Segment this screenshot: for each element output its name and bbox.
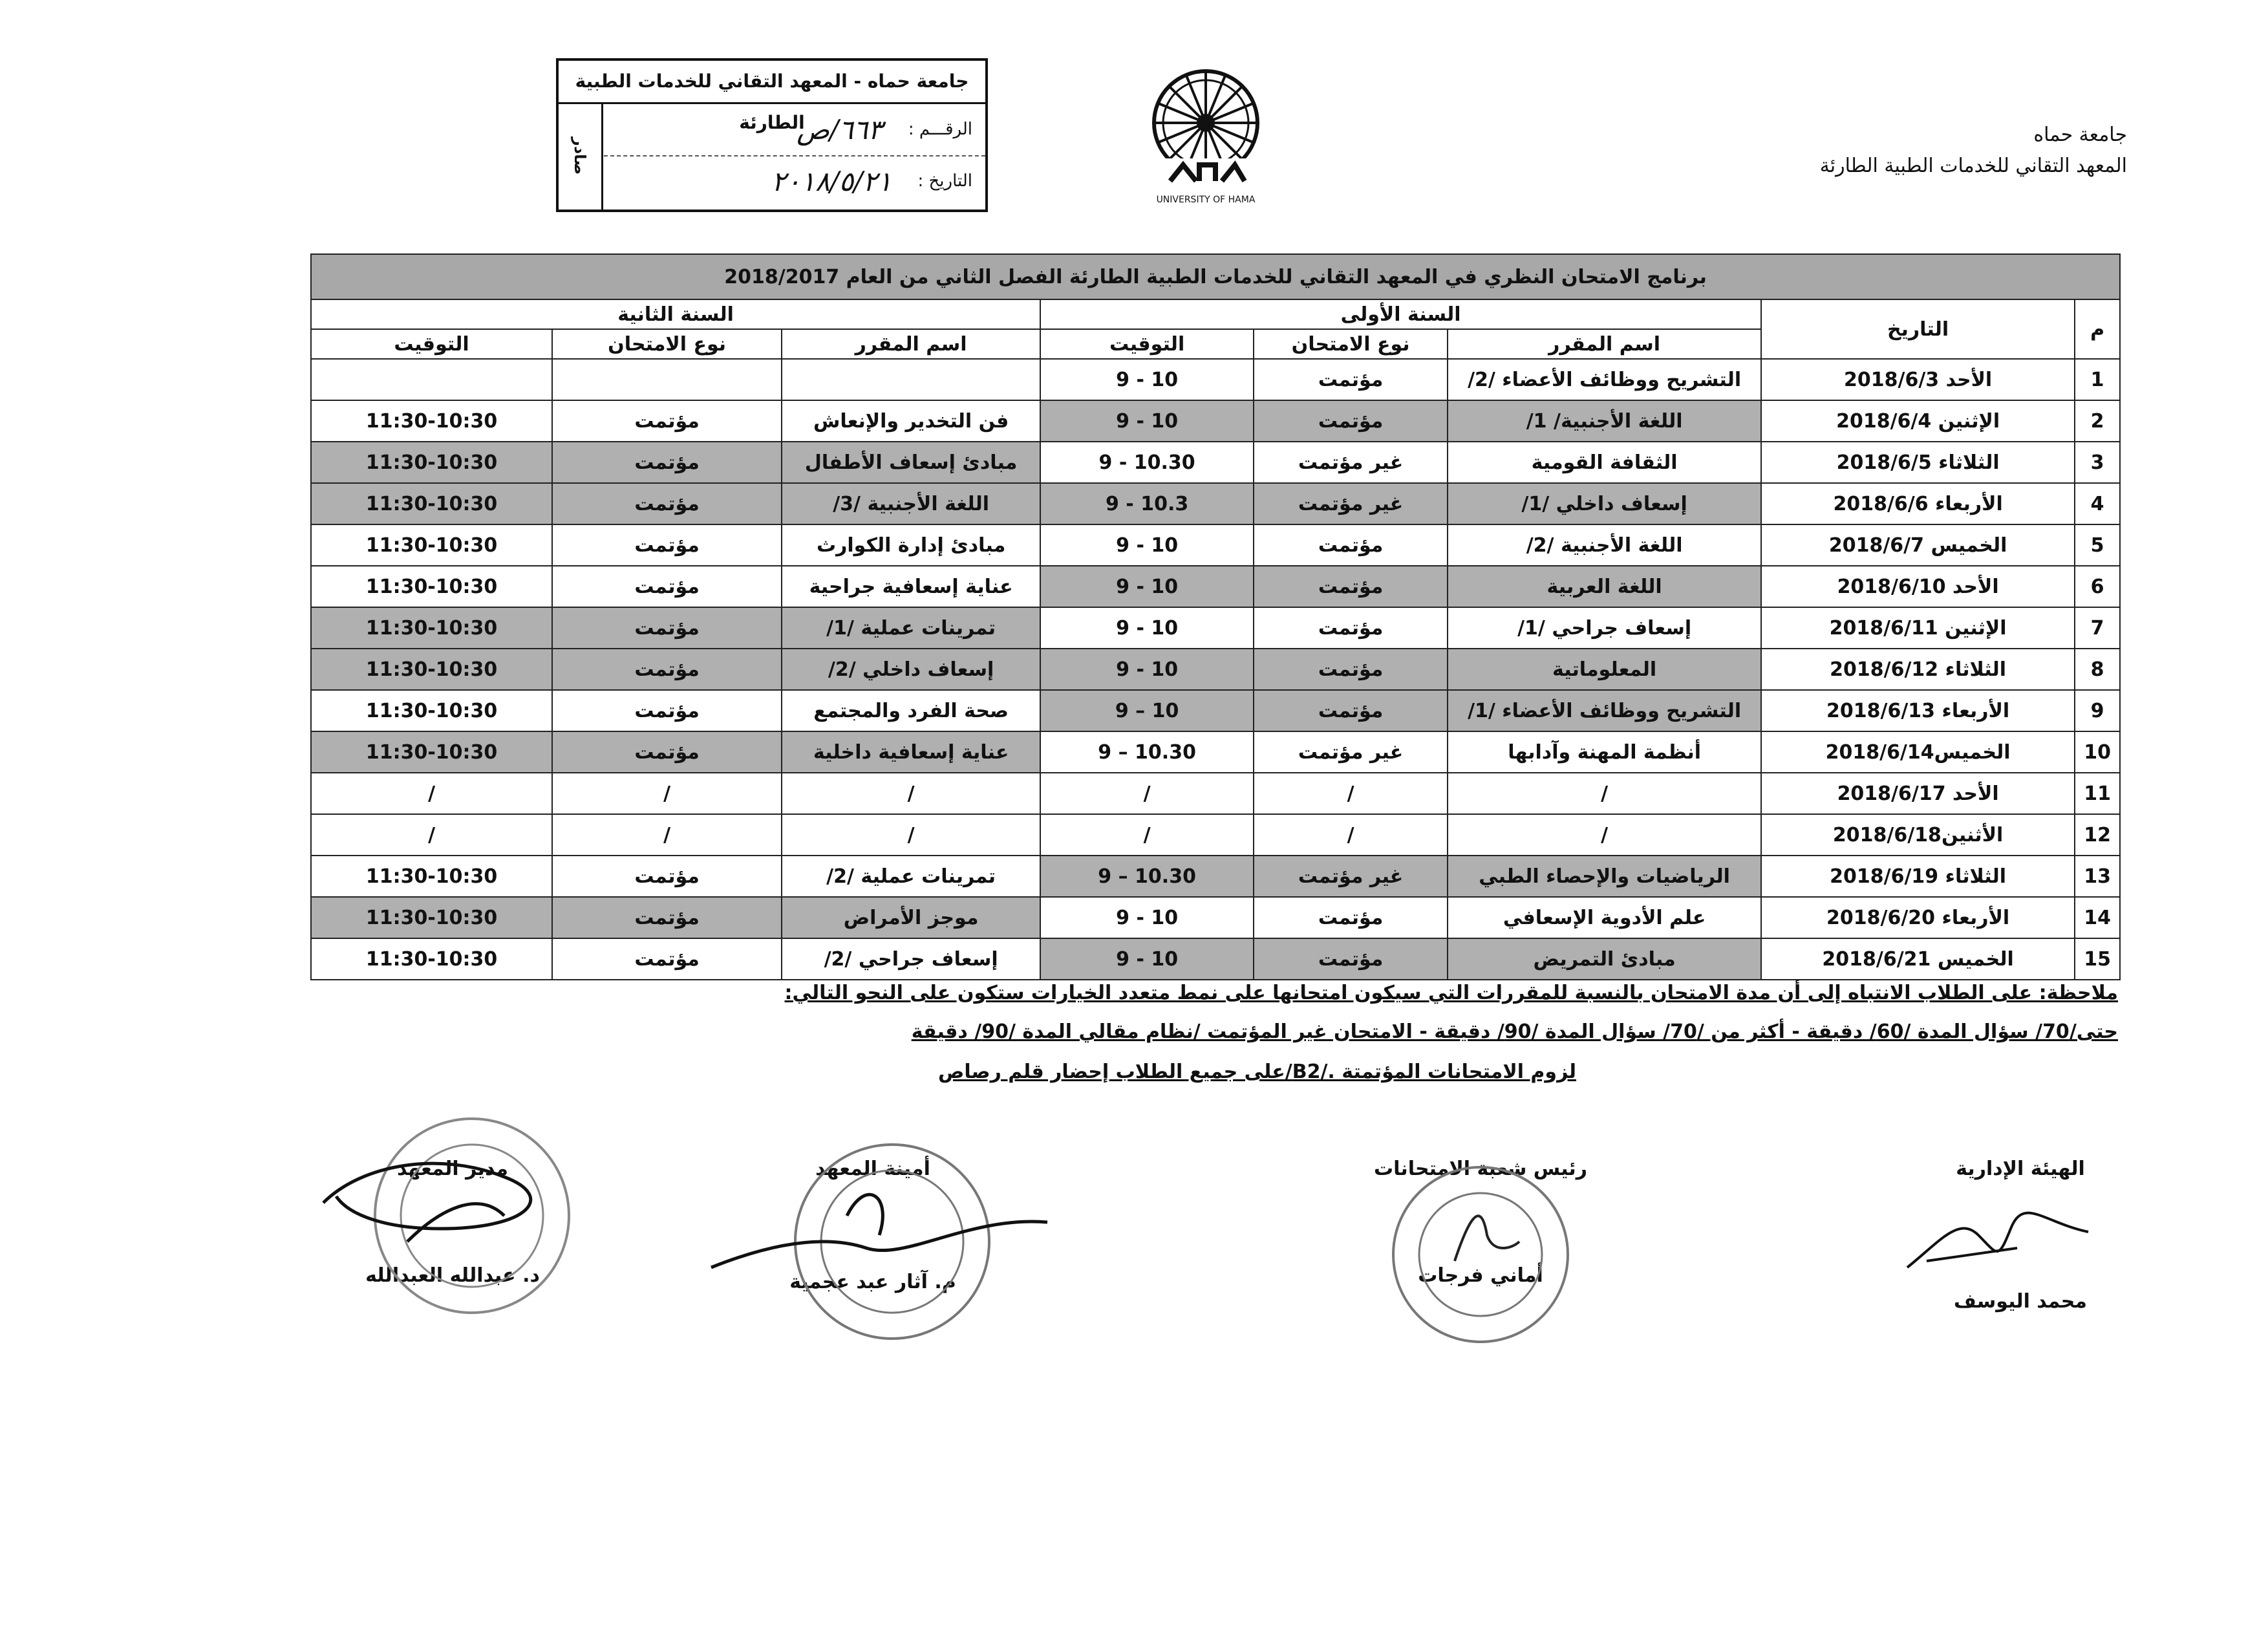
signature-role: الهيئة الإدارية [1956,1158,2085,1180]
institution-header [1820,120,2127,182]
signature-role: رئيس شعبة الامتحانات [1374,1158,1587,1180]
y1-time: 9 - 10 [1040,649,1254,690]
stamp-date-value: ٢٠١٨/٥/٢١ [771,165,892,197]
y2-course: اللغة الأجنبية /3/ [782,483,1040,524]
y2-course: موجز الأمراض [782,897,1040,938]
y2-exam-type: مؤتمت [552,400,782,442]
y2-course [782,359,1040,400]
y2-col-time: التوقيت [311,329,552,359]
y2-time: 11:30-10:30 [311,856,552,897]
exam-date: الأربعاء 2018/6/13 [1761,690,2075,731]
y1-course: إسعاف داخلي /1/ [1448,483,1761,524]
year1-header: السنة الأولى [1040,299,1761,329]
row-number: 11 [2075,773,2120,814]
y1-exam-type: مؤتمت [1254,649,1448,690]
row-number: 2 [2075,400,2120,442]
y2-exam-type: مؤتمت [552,938,782,980]
col-header-number: م [2075,299,2120,359]
y2-exam-type: مؤتمت [552,731,782,773]
exam-date: الخميس2018/6/14 [1761,731,2075,773]
y1-exam-type: مؤتمت [1254,400,1448,442]
y2-course: إسعاف جراحي /2/ [782,938,1040,980]
y1-course: علم الأدوية الإسعافي [1448,897,1761,938]
y2-col-type: نوع الامتحان [552,329,782,359]
y2-time: / [311,814,552,856]
y2-exam-type: مؤتمت [552,649,782,690]
y1-exam-type: غير مؤتمت [1254,731,1448,773]
stamp-header: جامعة حماه - المعهد التقاني للخدمات الطبية الطارئة [559,61,985,104]
y2-time: 11:30-10:30 [311,690,552,731]
y2-exam-type: مؤتمت [552,690,782,731]
y1-course: / [1448,773,1761,814]
row-number: 8 [2075,649,2120,690]
table-row [311,856,2120,897]
row-number: 15 [2075,938,2120,980]
y2-course: عناية إسعافية داخلية [782,731,1040,773]
round-seal-secretary [698,1138,1060,1345]
y2-time: 11:30-10:30 [311,483,552,524]
exam-date: الثلاثاء 2018/6/5 [1761,442,2075,483]
y1-course: مبادئ التمريض [1448,938,1761,980]
y2-time: 11:30-10:30 [311,524,552,566]
y1-course: المعلوماتية [1448,649,1761,690]
y1-course: التشريح ووظائف الأعضاء /1/ [1448,690,1761,731]
exam-date: الثلاثاء 2018/6/12 [1761,649,2075,690]
row-number: 7 [2075,607,2120,649]
y1-time: / [1040,814,1254,856]
university-name: جامعة حماه [2033,124,2127,146]
y1-time: 9 - 10 [1040,400,1254,442]
y1-course: التشريح ووظائف الأعضاء /2/ [1448,359,1761,400]
table-row [311,566,2120,607]
y1-exam-type: مؤتمت [1254,524,1448,566]
signature-name: أماني فرجات [1418,1264,1543,1287]
y1-time: / [1040,773,1254,814]
table-row [311,938,2120,980]
y1-exam-type: مؤتمت [1254,359,1448,400]
row-number: 12 [2075,814,2120,856]
y2-course: عناية إسعافية جراحية [782,566,1040,607]
table-row [311,773,2120,814]
handwritten-signature-admin [1901,1203,2095,1280]
signature-role: مدير المعهد [396,1158,508,1180]
row-number: 10 [2075,731,2120,773]
stamp-side-label: صادر [559,102,603,210]
y1-exam-type: / [1254,814,1448,856]
row-number: 6 [2075,566,2120,607]
y2-time: 11:30-10:30 [311,400,552,442]
y2-course: إسعاف داخلي /2/ [782,649,1040,690]
y2-time: 11:30-10:30 [311,897,552,938]
y2-course: / [782,773,1040,814]
y2-time: 11:30-10:30 [311,442,552,483]
exam-date: الأثنين2018/6/18 [1761,814,2075,856]
exam-date: الخميس 2018/6/21 [1761,938,2075,980]
schedule-body [311,359,2120,980]
note-line-3: لزوم الامتحانات المؤتمتة ./B2/على جميع الطلاب إحضار قلم رصاص [937,1061,1576,1083]
y1-course: اللغة الأجنبية/ 1/ [1448,400,1761,442]
y2-time: 11:30-10:30 [311,938,552,980]
hama-university-wheel-logo-icon [1138,61,1274,210]
table-row [311,731,2120,773]
signature-name: د. عبدالله العبدالله [365,1264,540,1287]
signature-name: م. آثار عبد عجمية [789,1271,956,1293]
y1-exam-type: مؤتمت [1254,938,1448,980]
y2-exam-type: مؤتمت [552,442,782,483]
y1-exam-type: مؤتمت [1254,607,1448,649]
y2-course: مبادئ إدارة الكوارث [782,524,1040,566]
y1-course: / [1448,814,1761,856]
institute-name: المعهد التقاني للخدمات الطبية الطارئة [1819,155,2127,177]
y1-time: 9 - 10.30 [1040,442,1254,483]
note-line-1: ملاحظة: على الطلاب الانتباه إلى أن مدة الامتحان بالنسبة للمقررات التي سيكون امتحانها على نمط متعدد الخيارات ستكون على النحو التالي: [784,982,2118,1004]
stamp-date-label: التاريخ : [917,171,972,191]
y2-course: مبادئ إسعاف الأطفال [782,442,1040,483]
y1-time: 9 - 10 [1040,897,1254,938]
signature-name: محمد اليوسف [1954,1290,2087,1313]
y2-time [311,359,552,400]
y1-col-time: التوقيت [1040,329,1254,359]
y1-exam-type: غير مؤتمت [1254,442,1448,483]
y1-time: 9 – 10 [1040,690,1254,731]
table-row [311,690,2120,731]
y1-course: أنظمة المهنة وآدابها [1448,731,1761,773]
y1-time: 9 - 10.3 [1040,483,1254,524]
y2-exam-type: مؤتمت [552,566,782,607]
y2-col-course: اسم المقرر [782,329,1040,359]
note-line-2: حتى/70/ سؤال المدة /60/ دقيقة - أكثر من /70/ سؤال المدة /90/ دقيقة - الامتحان غير المؤتمت /نظام مقالي المدة /90/ دقيقة [911,1020,2118,1043]
y1-col-course: اسم المقرر [1448,329,1761,359]
exam-date: الإثنين 2018/6/11 [1761,607,2075,649]
table-row [311,400,2120,442]
exam-schedule-table [310,253,2121,980]
y1-time: 9 - 10 [1040,524,1254,566]
schedule-title: برنامج الامتحان النظري في المعهد التقاني للخدمات الطبية الطارئة الفصل الثاني من العام 2018/2017 [311,254,2120,299]
table-row [311,442,2120,483]
y1-course: إسعاف جراحي /1/ [1448,607,1761,649]
y1-course: الثقافة القومية [1448,442,1761,483]
y1-course: الرياضيات والإحصاء الطبي [1448,856,1761,897]
y1-course: اللغة الأجنبية /2/ [1448,524,1761,566]
exam-date: الأربعاء 2018/6/6 [1761,483,2075,524]
y1-time: 9 - 10 [1040,607,1254,649]
y2-time: 11:30-10:30 [311,607,552,649]
y1-exam-type: غير مؤتمت [1254,483,1448,524]
y1-time: 9 – 10.30 [1040,731,1254,773]
stamp-number-row [604,103,985,156]
y1-col-type: نوع الامتحان [1254,329,1448,359]
y2-exam-type [552,359,782,400]
exam-date: الإثنين 2018/6/4 [1761,400,2075,442]
exam-date: الأحد 2018/6/3 [1761,359,2075,400]
y2-time: / [311,773,552,814]
row-number: 5 [2075,524,2120,566]
year2-header: السنة الثانية [311,299,1040,329]
svg-text:UNIVERSITY OF HAMA: UNIVERSITY OF HAMA [1156,195,1256,205]
y2-course: صحة الفرد والمجتمع [782,690,1040,731]
table-row [311,359,2120,400]
row-number: 13 [2075,856,2120,897]
row-number: 9 [2075,690,2120,731]
stamp-date-row [604,155,985,207]
y2-exam-type: مؤتمت [552,483,782,524]
y1-time: 9 - 10 [1040,566,1254,607]
y2-course: تمرينات عملية /2/ [782,856,1040,897]
row-number: 14 [2075,897,2120,938]
y1-time: 9 – 10.30 [1040,856,1254,897]
y2-course: / [782,814,1040,856]
y1-exam-type: غير مؤتمت [1254,856,1448,897]
y2-time: 11:30-10:30 [311,731,552,773]
y1-time: 9 - 10 [1040,938,1254,980]
round-seal-director [310,1112,582,1319]
signature-role: أمينة المعهد [815,1158,930,1180]
table-row [311,649,2120,690]
y2-exam-type: مؤتمت [552,897,782,938]
table-row [311,607,2120,649]
exam-date: الأحد 2018/6/17 [1761,773,2075,814]
reference-stamp [556,58,988,212]
round-seal-exams [1384,1158,1578,1352]
col-header-date: التاريخ [1761,299,2075,359]
exam-date: الثلاثاء 2018/6/19 [1761,856,2075,897]
row-number: 3 [2075,442,2120,483]
y1-time: 9 - 10 [1040,359,1254,400]
row-number: 1 [2075,359,2120,400]
y1-exam-type: / [1254,773,1448,814]
y1-course: اللغة العربية [1448,566,1761,607]
table-row [311,814,2120,856]
table-row [311,897,2120,938]
y2-time: 11:30-10:30 [311,566,552,607]
y2-time: 11:30-10:30 [311,649,552,690]
y2-exam-type: / [552,814,782,856]
exam-date: الأحد 2018/6/10 [1761,566,2075,607]
y2-course: فن التخدير والإنعاش [782,400,1040,442]
exam-date: الخميس 2018/6/7 [1761,524,2075,566]
table-row [311,483,2120,524]
y2-exam-type: مؤتمت [552,607,782,649]
y2-course: تمرينات عملية /1/ [782,607,1040,649]
y2-exam-type: / [552,773,782,814]
stamp-number-label: الرقـــم : [908,120,972,139]
y2-exam-type: مؤتمت [552,856,782,897]
y2-exam-type: مؤتمت [552,524,782,566]
table-row [311,524,2120,566]
exam-date: الأربعاء 2018/6/20 [1761,897,2075,938]
y1-exam-type: مؤتمت [1254,566,1448,607]
row-number: 4 [2075,483,2120,524]
y1-exam-type: مؤتمت [1254,897,1448,938]
stamp-number-value: ٦٦٣/ص [797,113,883,146]
y1-exam-type: مؤتمت [1254,690,1448,731]
